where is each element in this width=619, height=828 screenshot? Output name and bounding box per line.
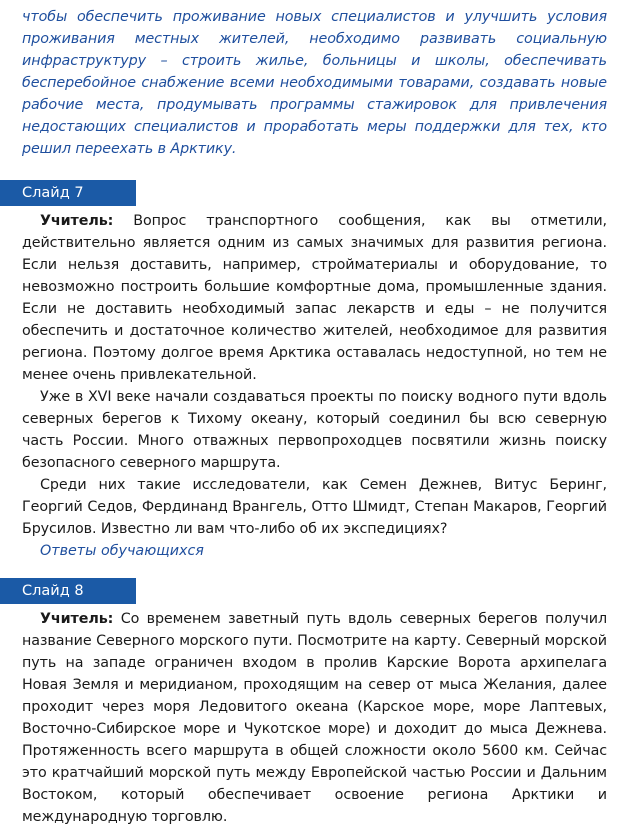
slide-7-section — [22, 210, 607, 562]
students-answers-note: Ответы обучающихся — [40, 543, 204, 559]
slide-8-section — [22, 608, 607, 828]
slide-7-paragraph-1-text: Вопрос транспортного сообщения, как вы отметили, действительно является одним из самых значимых для развития региона. Если нельзя доставить, например, стройматериалы и оборудование, то невозможно построить большие комфортные дома, промышленные здания. Если не доставить необходимый запас лекарств и еды – не получится обеспечить и достаточное количество жителей, необходимое для развития региона. Поэтому долгое время Арктика оставалась недоступной, но тем не менее очень привлекательной. — [22, 213, 607, 383]
slide-7-header: Слайд 7 — [0, 180, 136, 206]
slide-7-paragraph-3: Среди них такие исследователи, как Семен Дежнев, Витус Беринг, Георгий Седов, Фердинанд Врангель, Отто Шмидт, Степан Макаров, Георгий Брусилов. Известно ли вам что-либо об их экспедициях? — [22, 477, 607, 537]
speaker-label: Учитель: — [40, 611, 114, 627]
slide-8-paragraph-1 — [22, 608, 607, 828]
slide-8-paragraph-1-text: Со временем заветный путь вдоль северных берегов получил название Северного морского пути. Посмотрите на карту. Северный морской путь на западе ограничен входом в пролив Карские Ворота архипелага Новая Земля и меридианом, проходящим на север от мыса Желания, далее проходит через моря Ледовитого океана (Карское море, море Лаптевых, Восточно-Сибирское море и Чукотское море) и доходит до мыса Дежнева. Протяженность всего маршрута в общей сложности около 5600 км. Сейчас это кратчайший морской путь между Европейской частью России и Дальним Востоком, который обеспечивает освоение региона Арктики и международную торговлю. — [22, 611, 607, 825]
slide-7-paragraph-2: Уже в XVI веке начали создаваться проекты по поиску водного пути вдоль северных берегов к Тихому океану, который соединил бы всю северную часть России. Много отважных первопроходцев посвятили жизнь поиску безопасного северного маршрута. — [22, 389, 607, 471]
intro-paragraph: чтобы обеспечить проживание новых специалистов и улучшить условия проживания местных жителей, необходимо развивать социальную инфраструктуру – строить жилье, больницы и школы, обеспечивать бесперебойное снабжение всеми необходимыми товарами, создавать новые рабочие места, продумывать программы стажировок для привлечения недостающих специалистов и проработать меры поддержки для тех, кто решил переехать в Арктику. — [22, 9, 607, 157]
slide-8-header: Слайд 8 — [0, 578, 136, 604]
slide-7-paragraph-1 — [22, 210, 607, 386]
speaker-label: Учитель: — [40, 213, 114, 229]
